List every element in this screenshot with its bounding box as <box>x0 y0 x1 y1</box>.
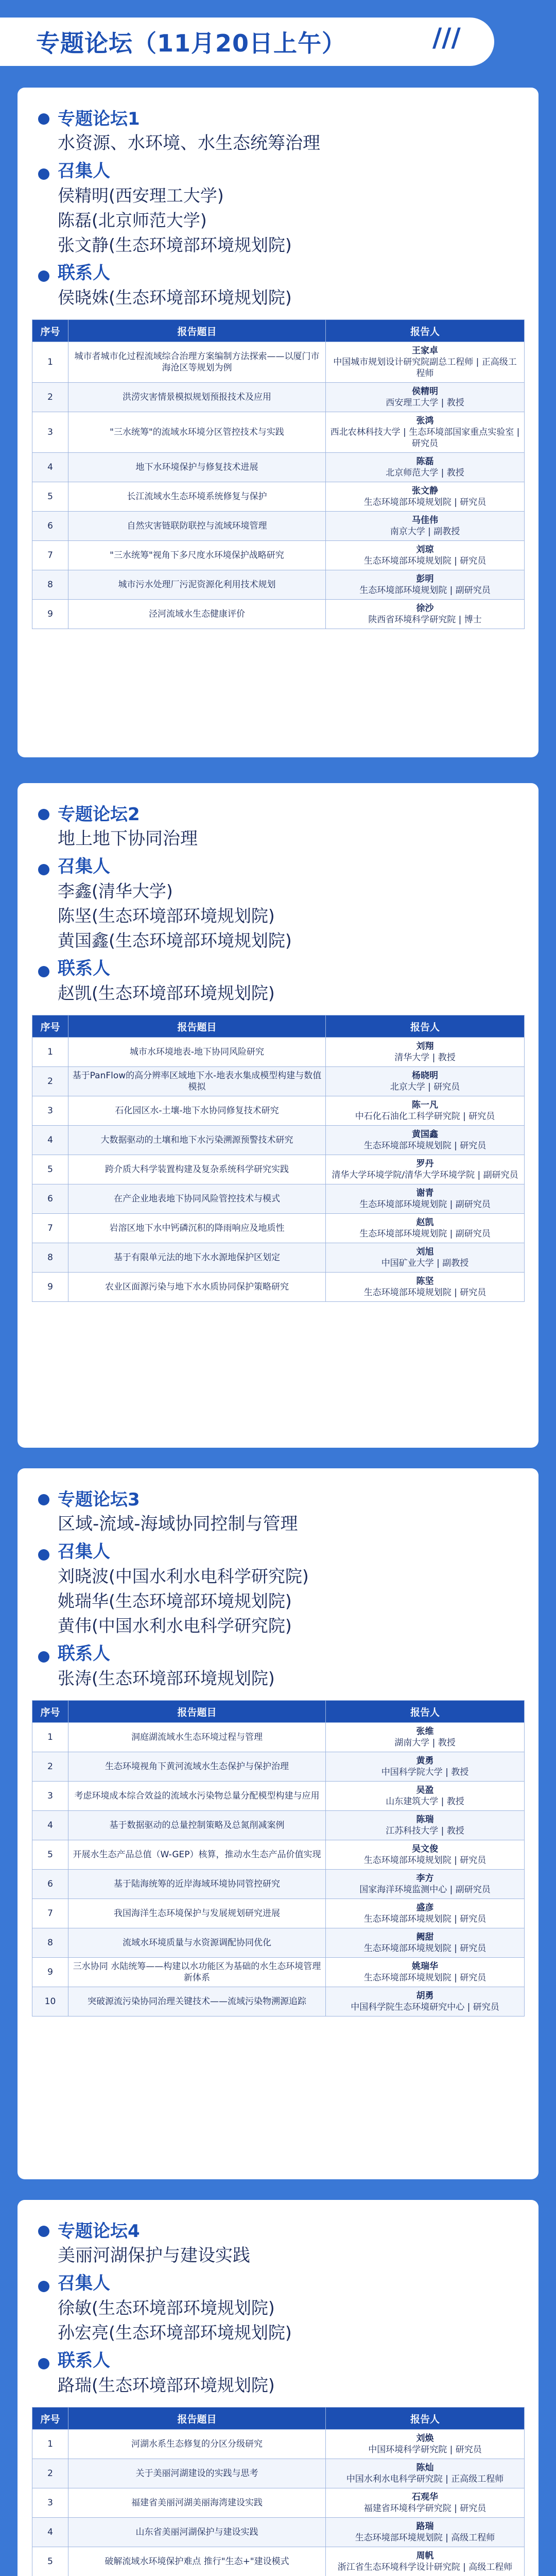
forum-card-inner <box>18 2200 538 2576</box>
reporter-cell <box>326 2459 525 2488</box>
schedule-header-row <box>32 1701 525 1723</box>
reporter-org: 生态环境部环境规划院 | 研究员 <box>363 1973 486 1983</box>
report-topic: 城市水环境地表-地下协同风险研究 <box>68 1038 326 1067</box>
row-number: 2 <box>32 1752 68 1782</box>
reporter-cell <box>326 1987 525 2016</box>
convener-person: 徐敏(生态环境部环境规划院) <box>58 2298 275 2318</box>
reporter-org: 北京大学 | 研究员 <box>390 1082 460 1092</box>
report-topic: 在产企业地表地下协同风险管控技术与模式 <box>68 1184 326 1214</box>
forum-card <box>18 2200 538 2576</box>
row-number: 5 <box>32 1155 68 1184</box>
forum-title <box>32 107 524 131</box>
report-topic: 跨介质大科学装置构建及复杂系统科学研究实践 <box>68 1155 326 1184</box>
reporter-cell <box>326 482 525 512</box>
row-number: 4 <box>32 2518 68 2547</box>
table-row <box>32 600 525 629</box>
schedule-header-row <box>32 320 525 342</box>
forum-title <box>32 803 524 826</box>
reporter-cell <box>326 1811 525 1840</box>
report-topic: 城市者城市化过程流域综合治理方案编制方法探索——以厦门市海沧区等规划为例 <box>68 342 326 383</box>
reporter-cell <box>326 1184 525 1214</box>
reporter-org: 西安理工大学 | 教授 <box>386 398 464 408</box>
reporter-org: 生态环境部环境规划院 | 研究员 <box>363 1943 486 1954</box>
schedule-table <box>32 1015 525 1302</box>
forum-subtitle: 区域-流域-海域协同控制与管理 <box>58 1514 298 1534</box>
convener-label-row <box>32 1539 524 1564</box>
table-row <box>32 1870 525 1899</box>
table-row <box>32 1273 525 1302</box>
forum-title <box>32 1488 524 1512</box>
contact-label: 联系人 <box>58 958 110 979</box>
reporter-name: 张鸿 <box>416 416 434 426</box>
reporter-org: 中石化石油化工科学研究院 | 研究员 <box>355 1111 495 1122</box>
schedule-table <box>32 2407 525 2576</box>
schedule-column-header: 序号 <box>32 1701 68 1723</box>
row-number: 8 <box>32 1243 68 1273</box>
page-title: 专题论坛（11月20日上午） <box>36 29 346 57</box>
report-topic: 基于有限单元法的地下水水源地保护区划定 <box>68 1243 326 1273</box>
reporter-cell <box>326 2430 525 2459</box>
reporter-org: 清华大学 | 教授 <box>394 1053 456 1063</box>
table-row <box>32 1958 525 1987</box>
row-number: 9 <box>32 1273 68 1302</box>
reporter-cell <box>326 600 525 629</box>
table-row <box>32 342 525 383</box>
reporter-org: 国家海洋环境监测中心 | 副研究员 <box>359 1885 491 1895</box>
row-number: 3 <box>32 412 68 453</box>
row-number: 10 <box>32 1987 68 2016</box>
report-topic: 自然灾害链联防联控与流域环境管理 <box>68 512 326 541</box>
row-number: 3 <box>32 1782 68 1811</box>
reporter-cell <box>326 1958 525 1987</box>
table-row <box>32 1899 525 1928</box>
reporter-cell <box>326 1214 525 1243</box>
reporter-name: 杨晓明 <box>412 1071 438 1081</box>
bullet-dot-icon <box>38 1494 49 1505</box>
reporter-name: 陈一凡 <box>412 1100 438 1110</box>
reporter-org: 生态环境部环境规划院 | 研究员 <box>363 1141 486 1151</box>
report-topic: 长江流域水生态环境系统修复与保护 <box>68 482 326 512</box>
convener-label: 召集人 <box>58 1541 110 1562</box>
contact-label-row <box>32 261 524 285</box>
forum-title <box>32 2219 524 2243</box>
report-topic: 洞庭湖流域水生态环境过程与管理 <box>68 1723 326 1752</box>
report-topic: "三水统筹"的流域水环境分区管控技术与实践 <box>68 412 326 453</box>
report-topic: 福建省美丽河湖美丽海湾建设实践 <box>68 2488 326 2518</box>
report-topic: 关于美丽河湖建设的实践与思考 <box>68 2459 326 2488</box>
reporter-cell <box>326 1243 525 1273</box>
reporter-cell <box>326 1126 525 1155</box>
report-topic: 城市污水处理厂污泥资源化利用技术规划 <box>68 570 326 600</box>
row-number: 9 <box>32 600 68 629</box>
reporter-org: 生态环境部环境规划院 | 高级工程师 <box>355 2533 495 2543</box>
row-number: 4 <box>32 453 68 482</box>
bullet-dot-icon <box>38 966 49 977</box>
forum-card-inner <box>18 88 538 643</box>
table-row <box>32 453 525 482</box>
reporter-name: 陈磊 <box>416 456 434 467</box>
report-topic: 开展水生态产品总值（W-GEP）核算，推动水生态产品价值实现 <box>68 1840 326 1870</box>
table-row <box>32 1723 525 1752</box>
reporter-name: 吴文俊 <box>412 1844 438 1854</box>
table-row <box>32 383 525 412</box>
table-row <box>32 1811 525 1840</box>
row-number: 6 <box>32 512 68 541</box>
convener-label-row <box>32 854 524 879</box>
reporter-name: 彭明 <box>416 574 434 584</box>
table-row <box>32 1752 525 1782</box>
report-topic: 泾河流域水生态健康评价 <box>68 600 326 629</box>
reporter-cell <box>326 512 525 541</box>
bullet-dot-icon <box>38 2281 49 2292</box>
reporter-name: 姚瑞华 <box>412 1961 438 1972</box>
row-number: 1 <box>32 342 68 383</box>
schedule-column-header: 报告人 <box>326 1015 525 1038</box>
reporter-name: 陈坚 <box>416 1276 434 1286</box>
reporter-cell <box>326 1928 525 1958</box>
row-number: 8 <box>32 1928 68 1958</box>
row-number: 7 <box>32 541 68 570</box>
reporter-name: 张维 <box>416 1726 434 1737</box>
table-row <box>32 1067 525 1096</box>
table-row <box>32 1184 525 1214</box>
reporter-cell <box>326 1840 525 1870</box>
schedule-column-header: 报告人 <box>326 320 525 342</box>
schedule-column-header: 报告题目 <box>68 1701 326 1723</box>
reporter-org: 福建省环境科学研究院 | 研究员 <box>363 2503 486 2514</box>
table-row <box>32 1126 525 1155</box>
reporter-cell <box>326 1899 525 1928</box>
table-row <box>32 1214 525 1243</box>
reporter-cell <box>326 1273 525 1302</box>
reporter-name: 刘琼 <box>416 545 434 555</box>
reporter-name: 盛彦 <box>416 1903 434 1913</box>
reporter-org: 中国水利水电科学研究院 | 正高级工程师 <box>346 2474 504 2484</box>
bullet-dot-icon <box>38 2226 49 2237</box>
reporter-name: 黄国鑫 <box>412 1129 438 1140</box>
row-number: 3 <box>32 2488 68 2518</box>
bullet-dot-icon <box>38 168 49 180</box>
report-topic: 破解流域水环境保护难点 推行"生态+"建设模式 <box>68 2547 326 2576</box>
report-topic: 基于陆海统筹的近岸海域环境协同管控研究 <box>68 1870 326 1899</box>
reporter-name: 陈瑞 <box>416 1815 434 1825</box>
forum-card <box>18 783 538 1448</box>
schedule-column-header: 报告题目 <box>68 320 326 342</box>
contact-label: 联系人 <box>58 263 110 283</box>
table-row <box>32 570 525 600</box>
reporter-cell <box>326 453 525 482</box>
report-topic: 基于PanFlow的高分辨率区域地下水-地表水集成模型构建与数值模拟 <box>68 1067 326 1096</box>
contact-person: 侯晓姝(生态环境部环境规划院) <box>58 287 292 308</box>
table-row <box>32 512 525 541</box>
reporter-name: 罗丹 <box>416 1159 434 1169</box>
reporter-name: 周帆 <box>416 2551 434 2561</box>
report-topic: 洪涝灾害情景模拟规划预报技术及应用 <box>68 383 326 412</box>
reporter-name: 徐沙 <box>416 603 434 614</box>
report-topic: 突破源流污染协同治理关键技术——流域污染物溯源追踪 <box>68 1987 326 2016</box>
report-topic: 考虑环境成本综合效益的流域水污染物总量分配模型构建与应用 <box>68 1782 326 1811</box>
reporter-name: 刘翔 <box>416 1041 434 1052</box>
convener-person: 黄国鑫(生态环境部环境规划院) <box>58 930 292 951</box>
schedule-column-header: 序号 <box>32 1015 68 1038</box>
reporter-cell <box>326 1870 525 1899</box>
report-topic: 河湖水系生态修复的分区分级研究 <box>68 2430 326 2459</box>
bullet-dot-icon <box>38 270 49 282</box>
table-row <box>32 2518 525 2547</box>
table-row <box>32 1155 525 1184</box>
reporter-name: 侯精明 <box>412 386 438 397</box>
reporter-cell <box>326 1067 525 1096</box>
report-topic: 大数据驱动的土壤和地下水污染溯源预警技术研究 <box>68 1126 326 1155</box>
row-number: 1 <box>32 2430 68 2459</box>
report-topic: 岩溶区地下水中钙磷沉积的降雨响应及地质性 <box>68 1214 326 1243</box>
reporter-name: 赵凯 <box>416 1217 434 1228</box>
schedule-column-header: 报告题目 <box>68 1015 326 1038</box>
forum-title-text: 专题论坛3 <box>58 1489 140 1510</box>
report-topic: 三水协同 水陆统筹——构建以水功能区为基础的水生态环境管理新体系 <box>68 1958 326 1987</box>
convener-person: 刘晓波(中国水利水电科学研究院) <box>58 1566 309 1586</box>
reporter-cell <box>326 1038 525 1067</box>
forum-title-text: 专题论坛4 <box>58 2221 140 2242</box>
reporter-org: 中国城市规划设计研究院副总工程师 | 正高级工程师 <box>333 357 517 379</box>
reporter-name: 石观华 <box>412 2492 438 2502</box>
report-topic: 石化园区水-土壤-地下水协同修复技术研究 <box>68 1096 326 1126</box>
row-number: 5 <box>32 482 68 512</box>
reporter-org: 中国矿业大学 | 副教授 <box>381 1258 469 1268</box>
table-row <box>32 2430 525 2459</box>
convener-label: 召集人 <box>58 161 110 181</box>
forum-card-inner <box>18 783 538 1316</box>
row-number: 3 <box>32 1096 68 1126</box>
reporter-name: 刘焕 <box>416 2433 434 2444</box>
convener-label: 召集人 <box>58 2273 110 2294</box>
report-topic: 我国海洋生态环境保护与发展规划研究进展 <box>68 1899 326 1928</box>
reporter-org: 中国环境科学研究院 | 研究员 <box>368 2445 482 2455</box>
reporter-name: 阙甜 <box>416 1932 434 1942</box>
convener-person: 陈坚(生态环境部环境规划院) <box>58 906 275 926</box>
table-row <box>32 2547 525 2576</box>
table-row <box>32 1840 525 1870</box>
convener-person: 孙宏亮(生态环境部环境规划院) <box>58 2323 292 2343</box>
forum-card <box>18 1468 538 2179</box>
bullet-dot-icon <box>38 2358 49 2369</box>
reporter-org: 陕西省环境科学研究院 | 博士 <box>368 615 482 625</box>
reporter-name: 吴盈 <box>416 1785 434 1795</box>
reporter-name: 马佳伟 <box>412 515 438 526</box>
row-number: 5 <box>32 2547 68 2576</box>
schedule-column-header: 序号 <box>32 2408 68 2430</box>
row-number: 2 <box>32 1067 68 1096</box>
table-row <box>32 482 525 512</box>
table-row <box>32 1096 525 1126</box>
table-row <box>32 412 525 453</box>
reporter-org: 生态环境部环境规划院 | 研究员 <box>363 497 486 507</box>
forum-subtitle: 地上地下协同治理 <box>58 828 198 849</box>
convener-person: 姚瑞华(生态环境部环境规划院) <box>58 1591 292 1611</box>
convener-label: 召集人 <box>58 856 110 877</box>
reporter-cell <box>326 2488 525 2518</box>
schedule-table <box>32 319 525 629</box>
reporter-cell <box>326 2518 525 2547</box>
reporter-cell <box>326 570 525 600</box>
row-number: 7 <box>32 1899 68 1928</box>
schedule-header-row <box>32 1015 525 1038</box>
convener-person: 李鑫(清华大学) <box>58 881 173 901</box>
bullet-dot-icon <box>38 809 49 820</box>
report-topic: 基于数据驱动的总量控制策略及总氮削减案例 <box>68 1811 326 1840</box>
schedule-header-row <box>32 2408 525 2430</box>
row-number: 4 <box>32 1811 68 1840</box>
reporter-name: 刘旭 <box>416 1247 434 1257</box>
reporter-org: 生态环境部环境规划院 | 研究员 <box>363 1287 486 1298</box>
page-header <box>0 0 556 77</box>
contact-label-row <box>32 1641 524 1666</box>
schedule-table <box>32 1700 525 2016</box>
reporter-cell <box>326 342 525 383</box>
forum-subtitle: 美丽河湖保护与建设实践 <box>58 2245 250 2266</box>
row-number: 9 <box>32 1958 68 1987</box>
report-topic: 流域水环境质量与水资源调配协同优化 <box>68 1928 326 1958</box>
contact-label: 联系人 <box>58 2350 110 2371</box>
table-row <box>32 1243 525 1273</box>
reporter-name: 黄勇 <box>416 1756 434 1766</box>
table-row <box>32 1928 525 1958</box>
report-topic: "三水统筹"视角下多尺度水环境保护战略研究 <box>68 541 326 570</box>
row-number: 2 <box>32 383 68 412</box>
convener-person: 侯精明(西安理工大学) <box>58 185 224 206</box>
reporter-name: 谢青 <box>416 1188 434 1198</box>
reporter-cell <box>326 1752 525 1782</box>
reporter-org: 生态环境部环境规划院 | 研究员 <box>363 556 486 566</box>
reporter-name: 胡勇 <box>416 1991 434 2001</box>
reporter-org: 北京师范大学 | 教授 <box>386 468 464 478</box>
convener-person: 张文静(生态环境部环境规划院) <box>58 235 292 255</box>
forum-subtitle: 水资源、水环境、水生态统筹治理 <box>58 133 320 154</box>
reporter-org: 山东建筑大学 | 教授 <box>386 1797 464 1807</box>
table-row <box>32 1782 525 1811</box>
reporter-org: 浙江省生态环境科学设计研究院 | 高级工程师 <box>337 2562 513 2572</box>
reporter-cell <box>326 1782 525 1811</box>
reporter-cell <box>326 2547 525 2576</box>
schedule-column-header: 报告题目 <box>68 2408 326 2430</box>
reporter-name: 王家卓 <box>412 346 438 356</box>
reporter-org: 生态环境部环境规划院 | 副研究员 <box>359 1229 491 1239</box>
reporter-name: 张文静 <box>412 486 438 496</box>
report-topic: 地下水环境保护与修复技术进展 <box>68 453 326 482</box>
reporter-cell <box>326 1723 525 1752</box>
reporter-org: 生态环境部环境规划院 | 副研究员 <box>359 1199 491 1210</box>
table-row <box>32 1987 525 2016</box>
row-number: 6 <box>32 1184 68 1214</box>
table-row <box>32 1038 525 1067</box>
row-number: 8 <box>32 570 68 600</box>
reporter-org: 南京大学 | 副教授 <box>390 527 460 537</box>
row-number: 1 <box>32 1723 68 1752</box>
row-number: 7 <box>32 1214 68 1243</box>
schedule-column-header: 报告人 <box>326 2408 525 2430</box>
reporter-org: 江苏科技大学 | 教授 <box>386 1826 464 1836</box>
reporter-org: 清华大学环境学院/清华大学环境学院 | 副研究员 <box>332 1170 518 1180</box>
reporter-name: 路瑞 <box>416 2521 434 2532</box>
row-number: 4 <box>32 1126 68 1155</box>
reporter-org: 中国科学院生态环境研究中心 | 研究员 <box>351 2002 499 2012</box>
row-number: 1 <box>32 1038 68 1067</box>
convener-label-row <box>32 159 524 183</box>
forum-title-text: 专题论坛1 <box>58 109 140 129</box>
reporter-org: 西北农林科技大学 | 生态环境部国家重点实验室 | 研究员 <box>330 427 520 449</box>
contact-person: 路瑞(生态环境部环境规划院) <box>58 2375 275 2395</box>
reporter-cell <box>326 1155 525 1184</box>
convener-label-row <box>32 2271 524 2296</box>
reporter-cell <box>326 541 525 570</box>
reporter-cell <box>326 383 525 412</box>
report-topic: 生态环境视角下黄河流域水生态保护与保护治理 <box>68 1752 326 1782</box>
row-number: 6 <box>32 1870 68 1899</box>
header-slashes: /// <box>432 23 461 53</box>
reporter-org: 湖南大学 | 教授 <box>394 1738 456 1748</box>
reporter-name: 陈灿 <box>416 2463 434 2473</box>
forum-card-inner <box>18 1468 538 2031</box>
convener-person: 黄伟(中国水利水电科学研究院) <box>58 1616 292 1636</box>
forum-title-text: 专题论坛2 <box>58 804 140 825</box>
table-row <box>32 2459 525 2488</box>
table-row <box>32 541 525 570</box>
contact-person: 赵凯(生态环境部环境规划院) <box>58 983 275 1003</box>
reporter-org: 生态环境部环境规划院 | 研究员 <box>363 1914 486 1924</box>
reporter-org: 生态环境部环境规划院 | 研究员 <box>363 1855 486 1866</box>
table-row <box>32 2488 525 2518</box>
report-topic: 山东省美丽河湖保护与建设实践 <box>68 2518 326 2547</box>
schedule-column-header: 报告人 <box>326 1701 525 1723</box>
contact-label: 联系人 <box>58 1643 110 1664</box>
bullet-dot-icon <box>38 1549 49 1561</box>
contact-label-row <box>32 956 524 981</box>
bullet-dot-icon <box>38 113 49 125</box>
row-number: 2 <box>32 2459 68 2488</box>
report-topic: 农业区面源污染与地下水水质协同保护策略研究 <box>68 1273 326 1302</box>
convener-person: 陈磊(北京师范大学) <box>58 210 207 230</box>
bullet-dot-icon <box>38 1651 49 1663</box>
reporter-cell <box>326 412 525 453</box>
bullet-dot-icon <box>38 864 49 875</box>
reporter-name: 李方 <box>416 1873 434 1884</box>
schedule-column-header: 序号 <box>32 320 68 342</box>
contact-label-row <box>32 2348 524 2373</box>
reporter-cell <box>326 1096 525 1126</box>
reporter-org: 中国科学院大学 | 教授 <box>381 1767 469 1777</box>
contact-person: 张涛(生态环境部环境规划院) <box>58 1668 275 1688</box>
forum-card <box>18 88 538 757</box>
row-number: 5 <box>32 1840 68 1870</box>
reporter-org: 生态环境部环境规划院 | 副研究员 <box>359 585 491 596</box>
